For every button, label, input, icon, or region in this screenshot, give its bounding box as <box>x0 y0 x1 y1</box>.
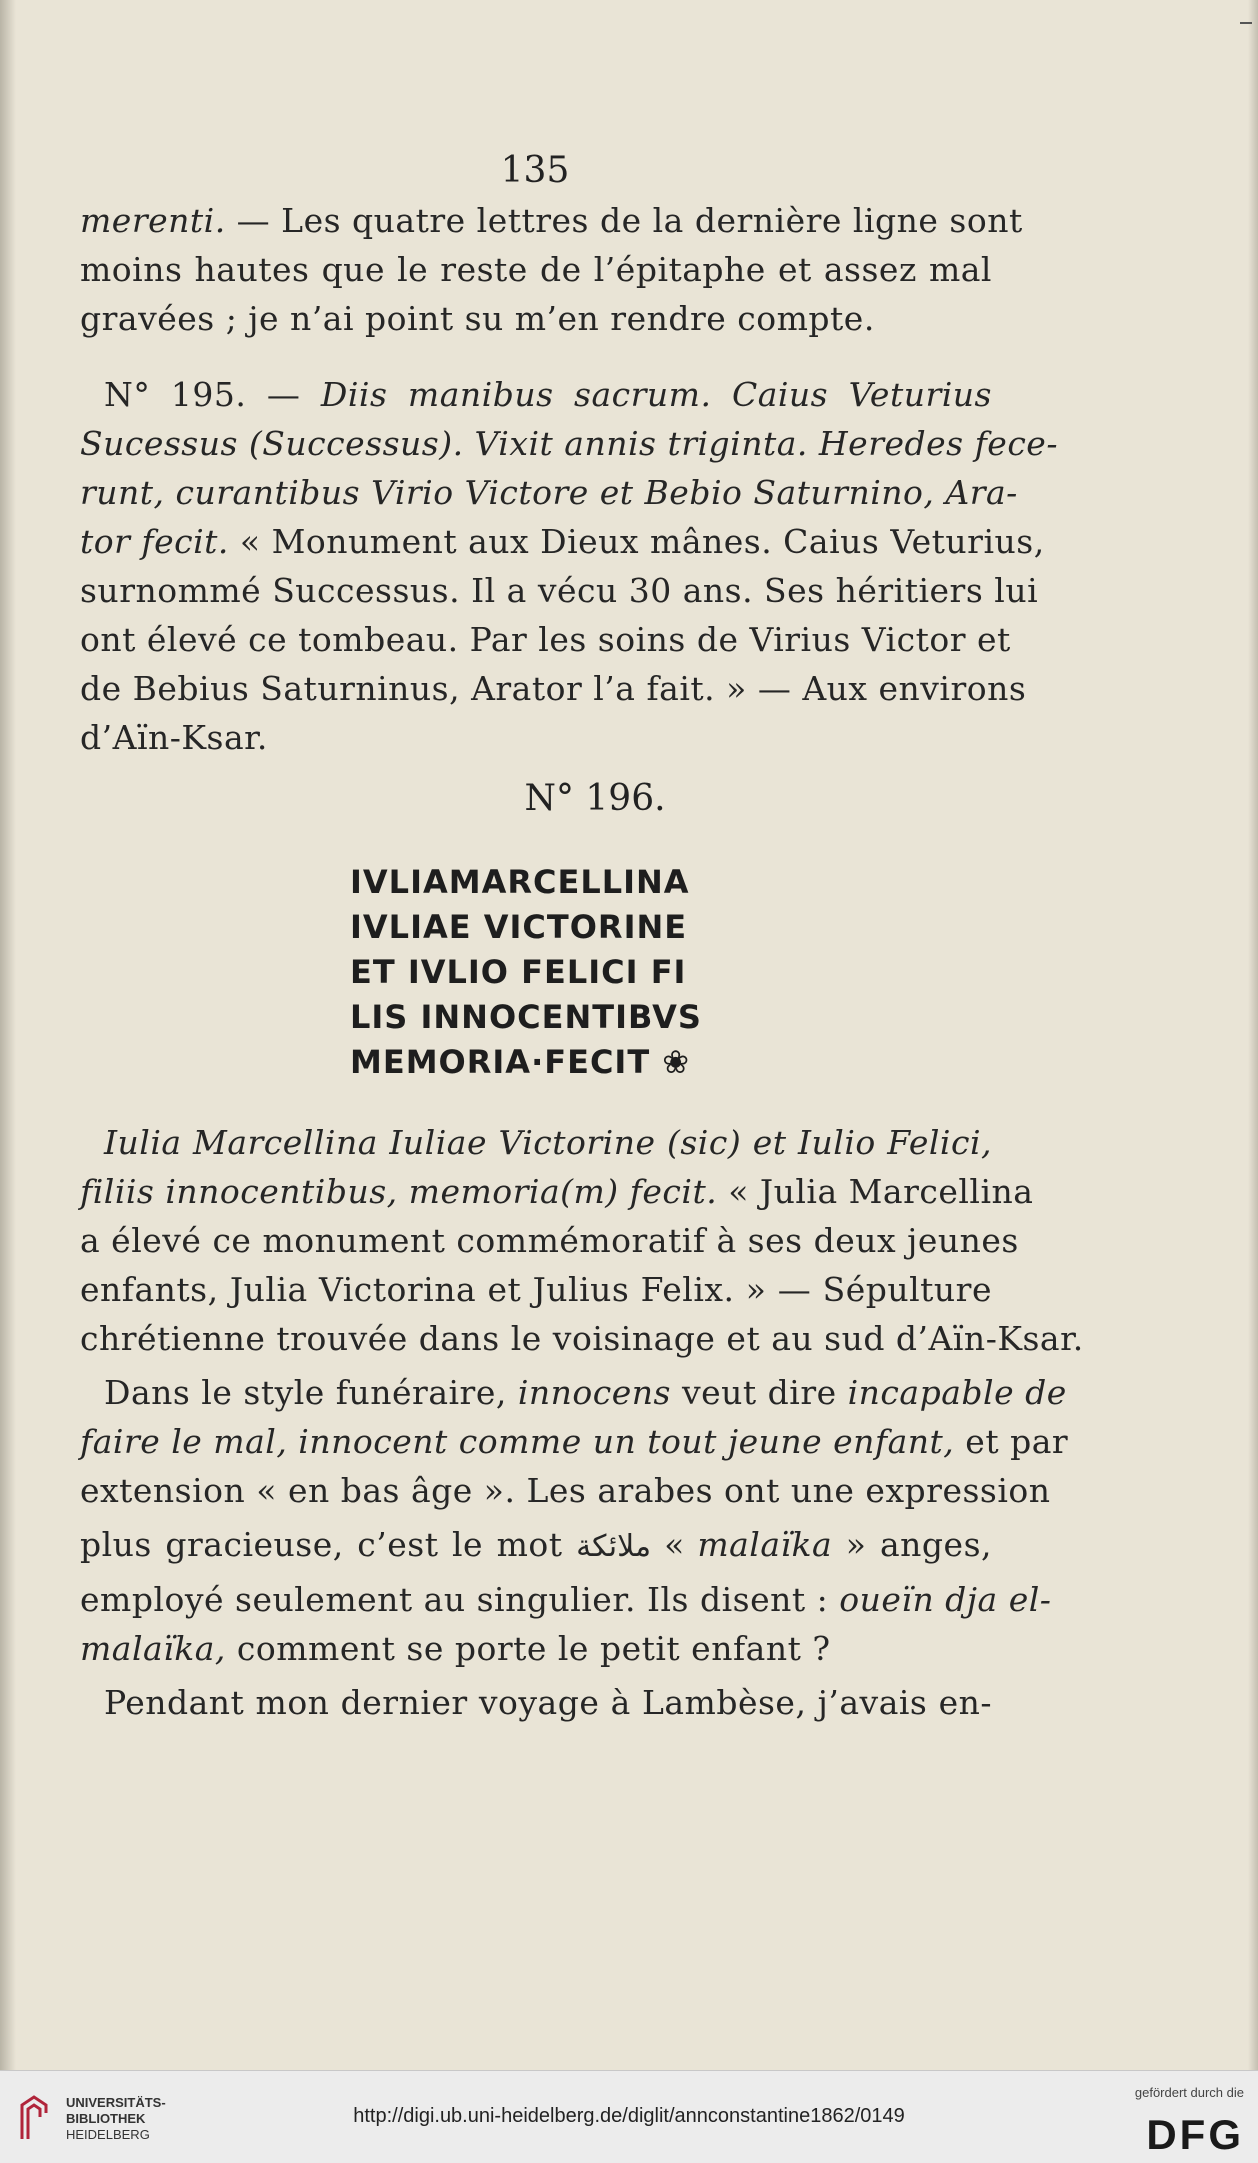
text-line: enfants, Julia Victorina et Julius Felix. » — Sépulture <box>80 1270 992 1309</box>
text-line: Dans le style funéraire, innocens veut dire incapable de <box>104 1373 1067 1412</box>
paragraph-196 <box>80 1118 1084 1363</box>
inscription-line: ET IVLIO FELICI FI <box>350 953 687 991</box>
text-line: de Bebius Saturninus, Arator l’a fait. » — Aux environs <box>80 669 1027 708</box>
paragraph-195 <box>80 370 1058 762</box>
library-logo-text: UNIVERSITÄTS- BIBLIOTHEK HEIDELBERG <box>66 2095 166 2142</box>
footer-bar <box>0 2070 1258 2163</box>
text-line: extension « en bas âge ». Les arabes ont une expression <box>80 1471 1051 1510</box>
text-line: plus gracieuse, c’est le mot ملائكة « malaïka » anges, <box>80 1525 992 1564</box>
inscription-line: IVLIAMARCELLINA <box>350 863 690 901</box>
text-line: tor fecit. « Monument aux Dieux mânes. Caius Veturius, <box>80 522 1045 561</box>
text-line: Pendant mon dernier voyage à Lambèse, j’avais en- <box>104 1683 992 1722</box>
inscription-line: LIS INNOCENTIBVS <box>350 998 702 1036</box>
text-line: merenti. — Les quatre lettres de la dernière ligne sont <box>80 201 1023 240</box>
text-line: chrétienne trouvée dans le voisinage et au sud d’Aïn-Ksar. <box>80 1319 1084 1358</box>
text-line: ont élevé ce tombeau. Par les soins de Virius Victor et <box>80 620 1011 659</box>
text-line: faire le mal, innocent comme un tout jeune enfant, et par <box>80 1422 1069 1461</box>
inscription-line: MEMORIA·FECIT ❀ <box>350 1043 691 1081</box>
paragraph-funerary-style <box>80 1368 1069 1673</box>
inscription-line: IVLIAE VICTORINE <box>350 908 688 946</box>
entry-heading-196: N° 196. <box>524 778 666 819</box>
paragraph-merenti <box>80 196 1023 343</box>
corner-mark <box>1240 22 1252 24</box>
arabic-word: ملائكة <box>576 1529 652 1564</box>
text-line: a élevé ce monument commémoratif à ses deux jeunes <box>80 1221 1019 1260</box>
paragraph-lambese <box>80 1678 992 1727</box>
text-line: malaïka, comment se porte le petit enfant ? <box>80 1629 831 1668</box>
page-right-edge <box>1248 0 1258 2070</box>
text-line: filiis innocentibus, memoria(m) fecit. « Julia Marcellina <box>80 1172 1034 1211</box>
text-line: Sucessus (Successus). Vixit annis triginta. Heredes fece- <box>80 424 1058 463</box>
permalink-url[interactable]: http://digi.ub.uni-heidelberg.de/diglit/annconstantine1862/0149 <box>353 2105 905 2127</box>
text-line: moins hautes que le reste de l’épitaphe et assez mal <box>80 250 992 289</box>
page-number: 135 <box>500 150 570 191</box>
text-line: employé seulement au singulier. Ils disent : oueïn dja el- <box>80 1580 1052 1619</box>
text-line: gravées ; je n’ai point su m’en rendre compte. <box>80 299 875 338</box>
text-line: surnommé Successus. Il a vécu 30 ans. Ses héritiers lui <box>80 571 1039 610</box>
dfg-logo: DFG <box>1146 2111 1244 2158</box>
text-line: Iulia Marcellina Iuliae Victorine (sic) et Iulio Felici, <box>104 1123 992 1162</box>
funding-note: gefördert durch die <box>1134 2085 1244 2100</box>
text-line: N° 195. — Diis manibus sacrum. Caius Veturius <box>104 375 992 414</box>
latin-inscription <box>350 860 702 1085</box>
page-left-edge <box>0 0 16 2070</box>
text-line: d’Aïn-Ksar. <box>80 718 268 757</box>
text-line: runt, curantibus Virio Victore et Bebio Saturnino, Ara- <box>80 473 1018 512</box>
